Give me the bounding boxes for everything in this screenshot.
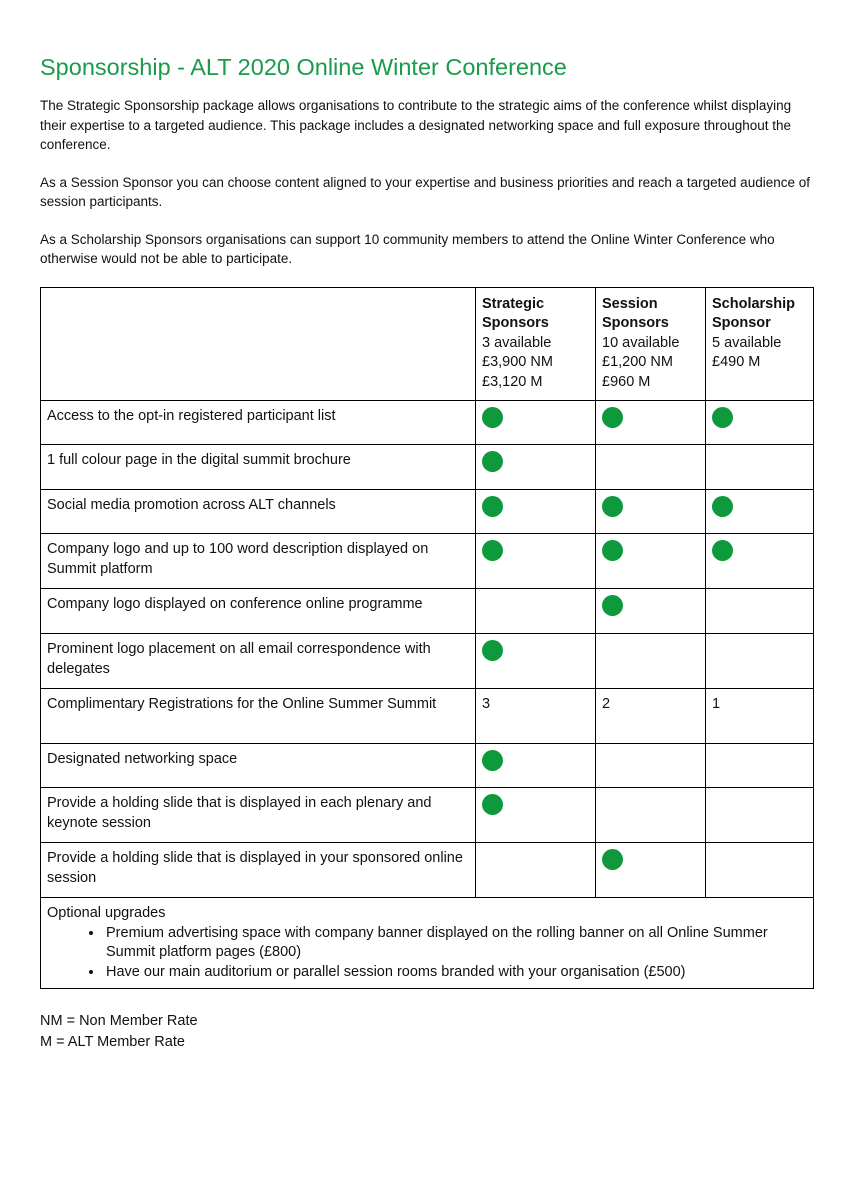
included-cell <box>596 401 706 445</box>
tier-name: Sponsor <box>712 315 771 331</box>
included-dot-icon <box>602 595 623 616</box>
upgrades-title: Optional upgrades <box>47 905 166 921</box>
intro-session: As a Session Sponsor you can choose content aligned to your expertise and business priorities and reach a targeted audience of session participants. <box>40 174 810 209</box>
table-row <box>41 490 814 534</box>
included-dot-icon <box>482 540 503 561</box>
included-cell <box>476 445 596 490</box>
table-row <box>41 843 814 898</box>
benefit-label: Social media promotion across ALT channels <box>41 490 476 534</box>
benefit-label: Company logo and up to 100 word description displayed on Summit platform <box>41 534 476 589</box>
empty-cell <box>596 744 706 788</box>
sponsorship-table <box>40 287 814 990</box>
included-dot-icon <box>482 496 503 517</box>
table-header-row <box>41 287 814 401</box>
included-cell <box>476 744 596 788</box>
included-cell <box>476 788 596 843</box>
included-dot-icon <box>602 849 623 870</box>
included-dot-icon <box>712 407 733 428</box>
benefit-label: Complimentary Registrations for the Online Summer Summit <box>41 689 476 744</box>
table-row <box>41 445 814 490</box>
table-row <box>41 689 814 744</box>
tier-session-header <box>596 287 706 401</box>
tier-availability: 5 available <box>712 334 782 351</box>
table-row <box>41 634 814 689</box>
empty-cell <box>706 843 814 898</box>
empty-cell <box>706 744 814 788</box>
included-dot-icon <box>712 496 733 517</box>
upgrades-list <box>47 924 807 983</box>
benefit-label: Prominent logo placement on all email correspondence with delegates <box>41 634 476 689</box>
table-row <box>41 534 814 589</box>
tier-name: Strategic <box>482 295 545 312</box>
benefit-label: Designated networking space <box>41 744 476 788</box>
tier-strategic-header <box>476 287 596 401</box>
tier-scholarship-header <box>706 287 814 401</box>
empty-cell <box>706 788 814 843</box>
tier-name: Scholarship <box>712 295 795 312</box>
benefit-label: Access to the opt-in registered participant list <box>41 401 476 445</box>
tier-name: Sponsors <box>602 315 669 331</box>
empty-cell <box>706 445 814 490</box>
table-row <box>41 401 814 445</box>
page-title: Sponsorship - ALT 2020 Online Winter Conference <box>40 54 567 80</box>
included-cell <box>596 843 706 898</box>
benefit-label: Provide a holding slide that is displayed in each plenary and keynote session <box>41 788 476 843</box>
empty-cell <box>706 589 814 634</box>
included-cell <box>476 490 596 534</box>
count-cell: 1 <box>706 689 814 744</box>
footnote-m: M = ALT Member Rate <box>40 1034 185 1050</box>
included-cell <box>596 589 706 634</box>
document-page <box>40 52 815 1053</box>
included-dot-icon <box>602 496 623 517</box>
empty-cell <box>476 589 596 634</box>
tier-availability: 10 available <box>602 334 680 351</box>
upgrades-cell <box>41 898 814 989</box>
upgrade-item: • Have our main auditorium or parallel session rooms branded with your organisation (£500) <box>104 963 807 983</box>
tier-availability: 3 available <box>482 334 552 351</box>
table-row <box>41 788 814 843</box>
empty-cell <box>596 634 706 689</box>
included-dot-icon <box>482 640 503 661</box>
table-row <box>41 589 814 634</box>
footnote-nm: NM = Non Member Rate <box>40 1013 198 1029</box>
tier-price-nm: £3,900 NM <box>482 354 553 370</box>
upgrades-row <box>41 898 814 989</box>
included-cell <box>596 534 706 589</box>
empty-cell <box>706 634 814 689</box>
included-dot-icon <box>482 794 503 815</box>
benefit-label: 1 full colour page in the digital summit brochure <box>41 445 476 490</box>
count-cell: 3 <box>476 689 596 744</box>
count-cell: 2 <box>596 689 706 744</box>
intro-scholarship: As a Scholarship Sponsors organisations can support 10 community members to attend the Online Winter Conference who otherwise would not be able to participate. <box>40 231 775 266</box>
included-dot-icon <box>712 540 733 561</box>
included-cell <box>476 401 596 445</box>
tier-price-nm: £1,200 NM <box>602 354 673 370</box>
footnotes <box>40 1011 815 1053</box>
included-cell <box>596 490 706 534</box>
included-cell <box>706 534 814 589</box>
intro-strategic: The Strategic Sponsorship package allows organisations to contribute to the strategic aims of the conference whilst displaying their expertise to a targeted audience. This package includes a designated networking space and full exposure throughout the conference. <box>40 98 792 152</box>
benefit-label: Company logo displayed on conference online programme <box>41 589 476 634</box>
included-dot-icon <box>482 451 503 472</box>
table-row <box>41 744 814 788</box>
included-dot-icon <box>482 407 503 428</box>
included-cell <box>706 401 814 445</box>
included-cell <box>706 490 814 534</box>
benefit-rows <box>41 401 814 898</box>
tier-price-m: £960 M <box>602 373 651 390</box>
empty-cell <box>596 788 706 843</box>
empty-cell <box>596 445 706 490</box>
tier-name: Sponsors <box>482 315 549 331</box>
included-dot-icon <box>602 407 623 428</box>
included-dot-icon <box>602 540 623 561</box>
empty-cell <box>476 843 596 898</box>
upgrade-item: • Premium advertising space with company banner displayed on the rolling banner on all Online Summer Summit platform pages (£800) <box>104 924 807 963</box>
header-blank-cell <box>41 287 476 401</box>
tier-price-nm: £490 M <box>712 354 761 370</box>
included-dot-icon <box>482 750 503 771</box>
included-cell <box>476 534 596 589</box>
tier-name: Session <box>602 295 658 312</box>
included-cell <box>476 634 596 689</box>
tier-price-m: £3,120 M <box>482 373 543 390</box>
benefit-label: Provide a holding slide that is displayed in your sponsored online session <box>41 843 476 898</box>
